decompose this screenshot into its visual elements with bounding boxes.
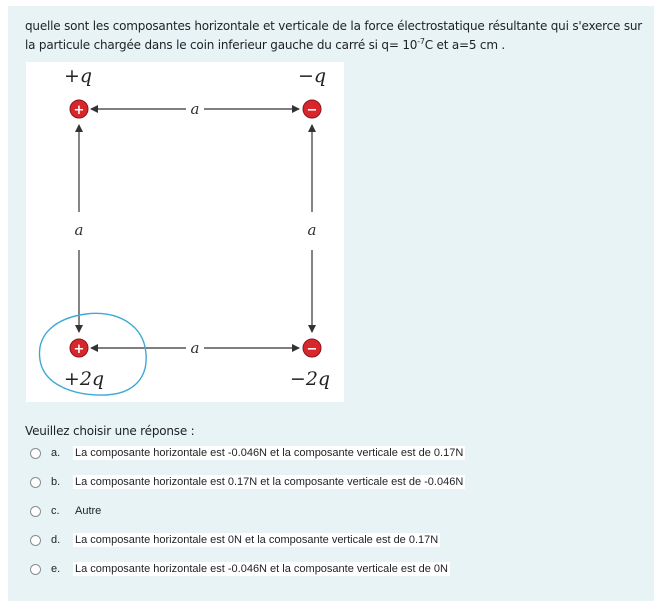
side-label-left: a (74, 221, 84, 239)
answer-label[interactable]: La composante horizontale est 0N et la composante verticale est de 0.17N (75, 534, 439, 546)
answer-number: e. (51, 563, 61, 575)
charge-bottom-right (303, 339, 321, 357)
svg-text:+: + (73, 342, 85, 357)
answer-option-e[interactable] (30, 559, 448, 579)
radio-button-a[interactable] (30, 448, 41, 459)
label-bottom-right: −2q (289, 368, 331, 390)
label-top-right: −q (297, 65, 327, 87)
answer-option-a[interactable] (30, 443, 464, 463)
answer-label[interactable]: Autre (75, 505, 102, 517)
answer-option-c[interactable] (30, 501, 102, 521)
question-text-main: quelle sont les composantes horizontale et verticale de la force électrostatique résultante qui s'exerce sur la particule chargée dans le coin inferieur gauche du carré si q= 10 (25, 19, 643, 52)
question-card (8, 6, 654, 601)
side-label-bottom: a (190, 339, 200, 357)
radio-button-c[interactable] (30, 506, 41, 517)
charges-square-figure (26, 62, 344, 402)
question-text-end: C et a=5 cm . (424, 38, 506, 52)
svg-text:−: − (306, 342, 318, 357)
answer-number: c. (51, 505, 60, 517)
answer-number: b. (51, 476, 61, 488)
svg-text:−: − (306, 103, 318, 118)
radio-button-d[interactable] (30, 535, 41, 546)
charge-top-left (70, 100, 88, 118)
answer-option-b[interactable] (30, 472, 464, 492)
svg-text:+: + (73, 103, 85, 118)
answer-label[interactable]: La composante horizontale est 0.17N et la composante verticale est de -0.046N (75, 476, 464, 488)
answer-label[interactable]: La composante horizontale est -0.046N et la composante verticale est de 0.17N (75, 447, 464, 459)
label-top-left: +q (63, 65, 93, 87)
charge-bottom-left (70, 339, 88, 357)
answer-number: d. (51, 534, 61, 546)
answer-prompt: Veuillez choisir une réponse : (25, 424, 195, 438)
question-exponent: -7 (417, 37, 425, 46)
charge-top-right (303, 100, 321, 118)
radio-button-b[interactable] (30, 477, 41, 488)
side-label-top: a (190, 100, 200, 118)
answer-option-d[interactable] (30, 530, 439, 550)
answer-label[interactable]: La composante horizontale est -0.046N et la composante verticale est de 0N (75, 563, 448, 575)
side-label-right: a (307, 221, 317, 239)
answer-number: a. (51, 447, 61, 459)
question-text (25, 17, 645, 55)
radio-button-e[interactable] (30, 564, 41, 575)
label-bottom-left: +2q (63, 368, 105, 390)
